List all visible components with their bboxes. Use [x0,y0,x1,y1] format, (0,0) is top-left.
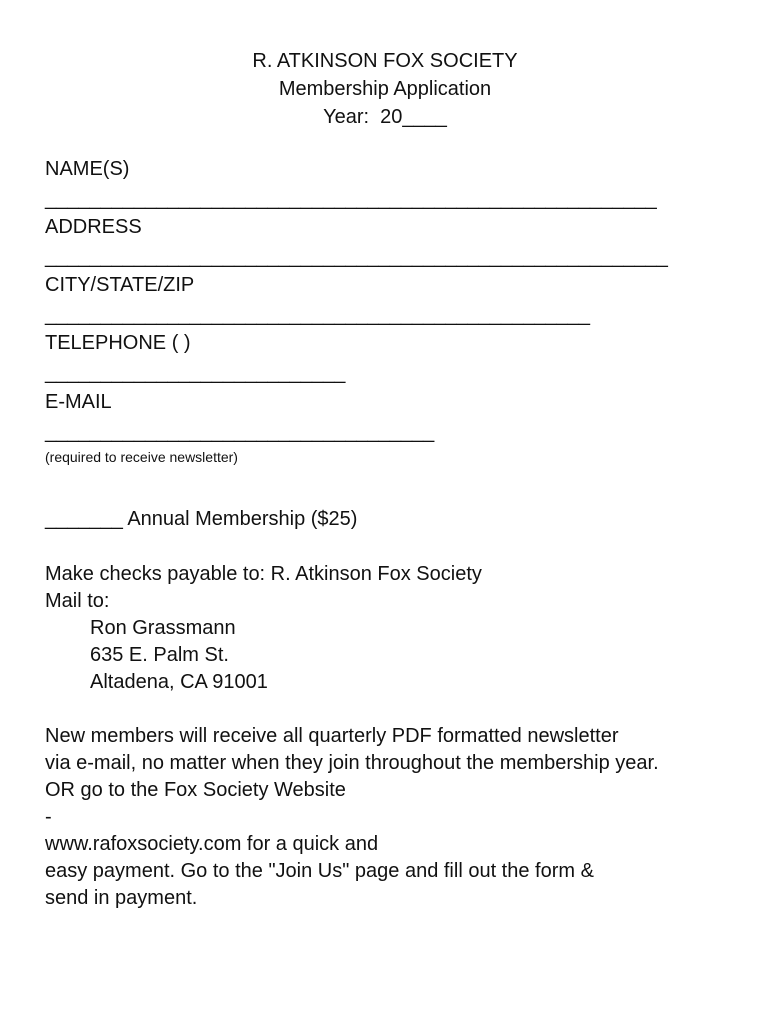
annual-membership-line[interactable]: _______ Annual Membership ($25) [45,508,358,530]
email-label: E-MAIL [45,391,112,413]
info-line-6: easy payment. Go to the "Join Us" page and fill out the form & [45,860,594,882]
telephone-label: TELEPHONE ( ) [45,332,191,354]
info-line-3: OR go to the Fox Society Website [45,779,346,801]
email-note: (required to receive newsletter) [45,449,238,465]
address-field-line[interactable]: ________________________________________________________ [45,246,668,268]
telephone-field-line[interactable]: ___________________________ [45,362,346,384]
info-line-7: send in payment. [45,887,198,909]
org-name: R. ATKINSON FOX SOCIETY [252,50,518,72]
form-header [0,47,770,131]
email-field-line[interactable]: ___________________________________ [45,421,435,443]
name-field-line[interactable]: _______________________________________________________ [45,188,657,210]
mail-address-city: Altadena, CA 91001 [90,671,268,693]
info-line-4: - [45,806,52,828]
mail-address-name: Ron Grassmann [90,617,236,639]
website-link-line[interactable]: www.rafoxsociety.com for a quick and [45,833,379,855]
mail-to-label: Mail to: [45,590,110,612]
year-line: Year: 20____ [323,106,447,128]
city-state-zip-field-line[interactable]: _________________________________________________ [45,304,591,326]
mail-address-street: 635 E. Palm St. [90,644,229,666]
form-title: Membership Application [278,78,492,100]
checks-payable-text: Make checks payable to: R. Atkinson Fox Society [45,563,482,585]
name-label: NAME(S) [45,158,130,180]
info-line-2: via e-mail, no matter when they join throughout the membership year. [45,752,659,774]
address-label: ADDRESS [45,216,142,238]
info-line-1: New members will receive all quarterly PDF formatted newsletter [45,725,619,747]
city-state-zip-label: CITY/STATE/ZIP [45,274,195,296]
